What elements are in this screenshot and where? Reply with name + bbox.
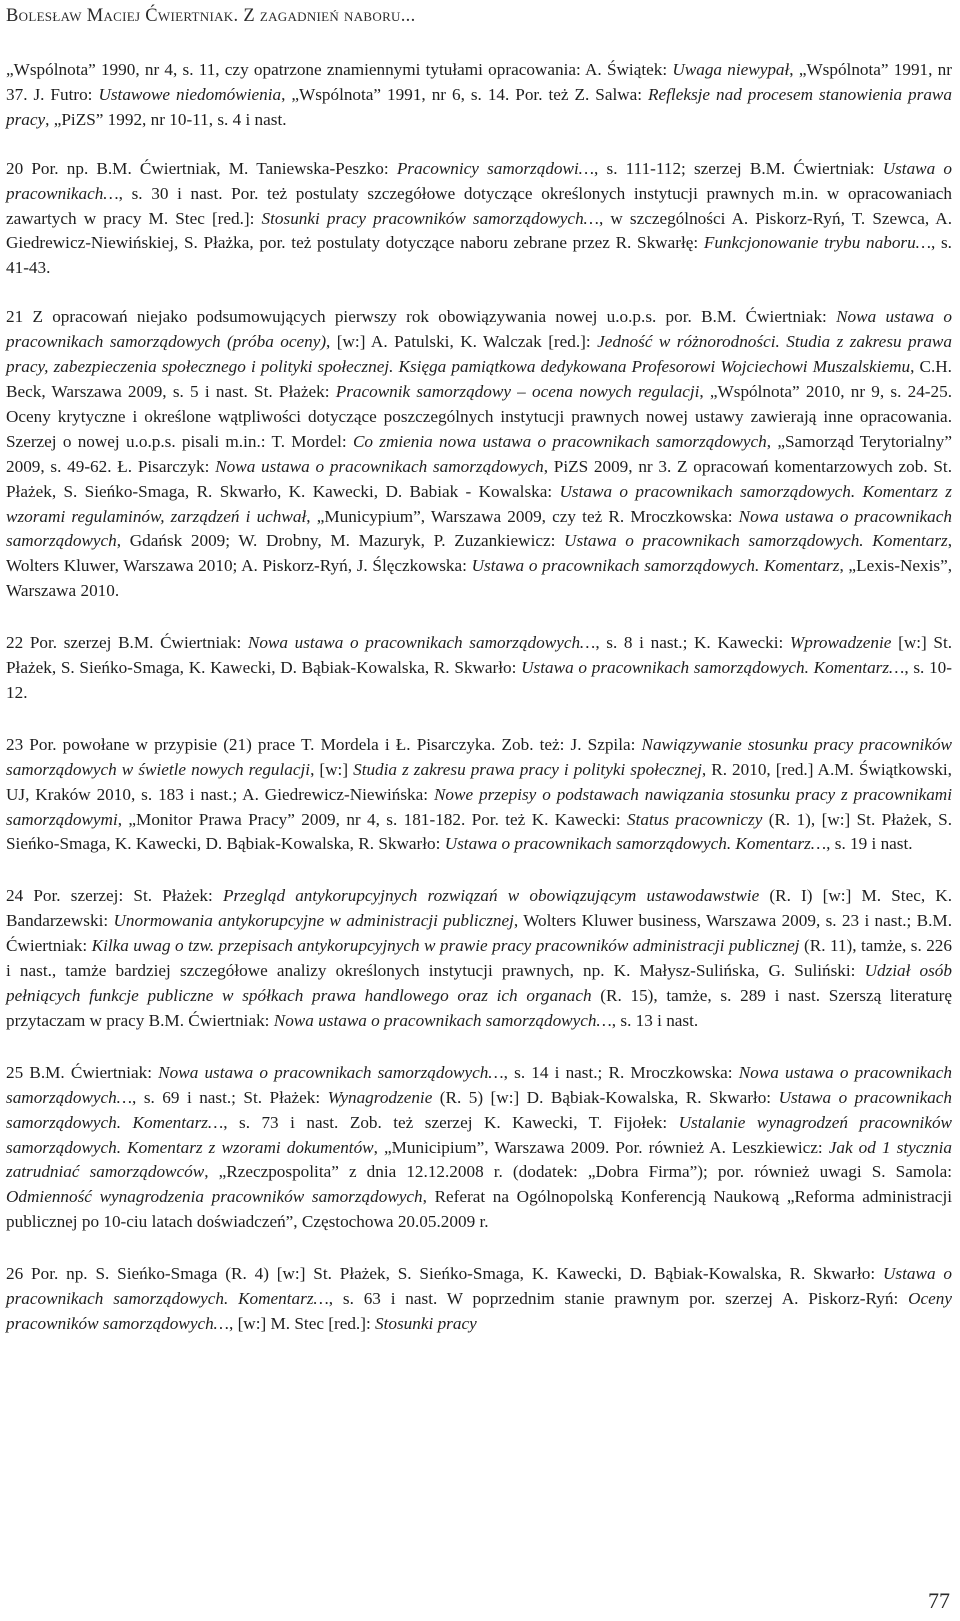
footnote-text: (R. I) [w:] M. Stec, K. Bandarzewski: — [6, 886, 952, 931]
footnote-25 — [6, 1061, 952, 1235]
footnote-text: Por. powołane w przypisie (21) prace T. Mordela i Ł. Pisarczyka. Zob. też: J. Szpila: — [23, 734, 642, 754]
footnote-text: , s. 10-12. — [6, 658, 952, 702]
footnote-text: , s. 14 i nast.; R. Mroczkowska: — [503, 1062, 739, 1082]
footnote-text: , s. 19 i nast. — [826, 834, 913, 854]
footnote-text: , „Samorząd Terytorialny” 2009, s. 49-62. Ł. Pisarczyk: — [6, 431, 952, 476]
footnote-text: Z opracowań niejako podsumowujących pierwszy rok obowiązywania nowej u.o.p.s. por. B.M. Ćwiertniak: — [23, 307, 837, 327]
footnote-text: „Wspólnota” 1990, nr 4, s. 11, czy opatrzone znamiennymi tytułami opracowania: A. Świątek: — [6, 60, 673, 79]
footnote-22 — [6, 631, 952, 706]
footnote-text: , [w:] A. Patulski, K. Walczak [red.]: — [326, 332, 598, 352]
footnote-text: , C.H. Beck, Warszawa 2009, s. 5 i nast. St. Płażek: — [6, 357, 952, 401]
cited-title: Ustawa o pracownikach samorządowych. Komentarz… — [521, 658, 905, 678]
cited-title: Stosunki pracy — [375, 1313, 477, 1333]
cited-title: Nowa ustawa o pracownikach samorządowych… — [158, 1062, 504, 1082]
footnote-text: , „PiZS” 1992, nr 10-11, s. 4 i nast. — [45, 109, 287, 129]
footnote-text: , „Rzeczpospolita” z dnia 12.12.2008 r. (dodatek: „Dobra Firma”); por. również uwagi S. Samola: — [204, 1162, 952, 1182]
cited-title: Nowa ustawa o pracownikach samorządowych… — [247, 633, 596, 653]
footnote-text: , s. 13 i nast. — [611, 1010, 699, 1030]
footnote-text: , Wolters Kluwer business, Warszawa 2009, s. 23 i nast.; B.M. Ćwiertniak: — [6, 911, 952, 956]
footnote-text: , [w:] — [310, 759, 354, 779]
footnote-text: , „Monitor Prawa Pracy” 2009, nr 4, s. 181-182. Por. też K. Kawecki: — [117, 809, 628, 829]
footnote-number: 24 — [6, 886, 24, 906]
footnote-text: , s. 111-112; szerzej B.M. Ćwiertniak: — [594, 158, 883, 178]
footnote-text: , s. 30 i nast. Por. też postulaty szczegółowe dotyczące określonych instytucji prawnych m.in. w opracowaniach zawartych w pracy M. Stec [red.]: — [6, 183, 952, 228]
footnotes — [6, 58, 952, 1337]
footnote-text: , „Municipium”, Warszawa 2009. Por. również A. Leszkiewicz: — [373, 1137, 829, 1157]
footnote-text: Por. np. B.M. Ćwiertniak, M. Taniewska-Peszko: — [23, 158, 397, 178]
cited-title: Wprowadzenie — [789, 633, 892, 653]
footnote-text: [w:] St. Płażek, S. Sieńko-Smaga, K. Kawecki, D. Bąbiak-Kowalska, R. Skwarło: — [6, 633, 953, 678]
footnote-number: 22 — [6, 633, 24, 653]
footnote-text: (R. 5) [w:] D. Bąbiak-Kowalska, R. Skwarło: — [432, 1087, 779, 1107]
cited-title: Udział osób pełniących funkcje publiczne w spółkach prawa handlowego oraz ich organach — [6, 961, 952, 1005]
footnote-20 — [6, 157, 952, 282]
footnote-text: , „Wspólnota” 1991, nr 37. J. Futro: — [6, 60, 952, 104]
footnote-number: 26 — [6, 1264, 24, 1284]
cited-title: Nowa ustawa o pracownikach samorządowych (próba oceny) — [6, 307, 953, 352]
footnote-text: , [w:] M. Stec [red.]: — [228, 1313, 376, 1333]
cited-title: Stosunki pracy pracowników samorządowych… — [261, 208, 599, 228]
footnote-24 — [6, 884, 952, 1033]
cited-title: Studia z zakresu prawa pracy i polityki społecznej — [353, 759, 702, 779]
cited-title: Funkcjonowanie trybu naboru… — [703, 233, 931, 253]
cited-title: Jak od 1 stycznia zatrudniać samorządowców — [6, 1137, 953, 1182]
footnote-text: , PiZS 2009, nr 3. Z opracowań komentarzowych zob. St. Płażek, S. Sieńko-Smaga, R. Skwarło, K. Kawecki, D. Babiak - Kowalska: — [6, 456, 952, 501]
cited-title: Status pracowniczy — [627, 809, 763, 829]
footnote-text: , „Municypium”, Warszawa 2009, czy też R. Mroczkowska: — [306, 506, 739, 526]
cited-title: Oceny pracowników samorządowych… — [6, 1289, 952, 1333]
cited-title: Nawiązywanie stosunku pracy pracowników samorządowych w świetle nowych regulacji — [6, 734, 952, 779]
cited-title: Ustalanie wynagrodzeń pracowników samorządowych. Komentarz z wzorami dokumentów — [6, 1112, 953, 1157]
cited-title: Nowa ustawa o pracownikach samorządowych — [6, 506, 952, 551]
footnote-text: , Wolters Kluwer, Warszawa 2010; A. Piskorz-Ryń, J. Ślęczkowska: — [6, 531, 952, 576]
footnote-text: , w szczególności A. Piskorz-Ryń, T. Szewca, A. Giedrewicz-Niewińskiej, S. Płażka, por. też postulaty dotyczące naboru zebrane przez R. Skwarłę: — [6, 208, 952, 253]
footnote-text: Por. szerzej: St. Płażek: — [23, 886, 223, 906]
footnote-text: , s. 41-43. — [6, 233, 952, 278]
cited-title: Unormowania antykorupcyjne w administracji publicznej — [113, 911, 514, 931]
footnote-text: , s. 73 i nast. Zob. też szerzej K. Kawecki, T. Fijołek: — [223, 1112, 679, 1132]
footnote-text: , R. 2010, [red.] A.M. Świątkowski, UJ, Kraków 2010, s. 183 i nast.; A. Giedrewicz-Niewińska: — [6, 759, 952, 804]
footnote-text: , „Wspólnota” 2010, nr 9, s. 24-25. Oceny krytyczne i określone wątpliwości dotyczące poszczególnych instytucji prawnych nowej ustawy zawierają inne opracowania. Szerzej o nowej u.o.p.s. pisali m.in.: T. Mordel: — [6, 381, 953, 451]
cited-title: Pracownicy samorządowi… — [396, 158, 595, 178]
footnote-text: , „Lexis-Nexis”, Warszawa 2010. — [6, 556, 952, 601]
cited-title: Ustawa o pracownikach samorządowych. Komentarz… — [6, 1264, 952, 1309]
footnote-number: 23 — [6, 734, 24, 754]
cited-title: Ustawa o pracownikach samorządowych. Komentarz… — [6, 1087, 953, 1132]
footnote-text: , s. 8 i nast.; K. Kawecki: — [595, 633, 790, 653]
cited-title: Refleksje nad procesem stanowienia prawa pracy — [6, 84, 952, 129]
cited-title: Przegląd antykorupcyjnych rozwiązań w obowiązującym ustawodawstwie — [222, 886, 760, 906]
footnote-text: , s. 63 i nast. W poprzednim stanie prawnym por. szerzej A. Piskorz-Ryń: — [328, 1289, 909, 1309]
footnote-19-continuation — [6, 58, 952, 133]
footnote-23 — [6, 733, 952, 858]
footnote-text: B.M. Ćwiertniak: — [23, 1062, 159, 1082]
footnote-text: Por. szerzej B.M. Ćwiertniak: — [23, 633, 248, 653]
footnote-number: 20 — [6, 158, 24, 178]
footnote-text: , „Wspólnota” 1991, nr 6, s. 14. Por. też Z. Salwa: — [281, 84, 649, 104]
cited-title: Ustawa o pracownikach samorządowych. Komentarz z wzorami regulaminów, zarządzeń i uchwał — [6, 481, 952, 526]
cited-title: Nowa ustawa o pracownikach samorządowych… — [273, 1010, 612, 1030]
cited-title: Kilka uwag o tzw. przepisach antykorupcyjnych w prawie pracy pracowników administracji publicznej — [91, 936, 800, 956]
cited-title: Odmienność wynagrodzenia pracowników samorządowych — [6, 1187, 423, 1207]
cited-title: Pracownik samorządowy – ocena nowych regulacji — [335, 381, 700, 401]
footnote-text: Por. np. S. Sieńko-Smaga (R. 4) [w:] St. Płażek, S. Sieńko-Smaga, K. Kawecki, D. Bąbiak-Kowalska, R. Skwarło: — [23, 1264, 884, 1284]
cited-title: Jedność w różnorodności. Studia z zakresu prawa pracy, zabezpieczenia społecznego i polityki społecznej. Księga pamiątkowa dedykowana Profesorowi Wojciechowi Muszalskiemu — [6, 332, 952, 377]
cited-title: Ustawa o pracownikach samorządowych. Komentarz — [471, 556, 840, 576]
footnote-21 — [6, 305, 952, 604]
cited-title: Uwaga niewypał — [672, 60, 790, 79]
footnote-text: (R. 11), tamże, s. 226 i nast., tamże bardziej szczegółowe analizy określonych instytucji prawnych, np. K. Małysz-Sulińska, G. Suliński: — [6, 936, 952, 981]
cited-title: Co zmienia nowa ustawa o pracownikach samorządowych — [352, 431, 767, 451]
footnote-text: (R. 1), [w:] St. Płażek, S. Sieńko-Smaga, K. Kawecki, D. Bąbiak-Kowalska, R. Skwarło: — [6, 809, 952, 854]
footnote-text: , Gdańsk 2009; W. Drobny, M. Mazuryk, P. Zuzankiewicz: — [116, 531, 565, 551]
cited-title: Nowa ustawa o pracownikach samorządowych… — [6, 1062, 952, 1107]
page-number: 77 — [928, 1588, 950, 1613]
footnote-number: 25 — [6, 1062, 24, 1082]
footnote-number: 21 — [6, 307, 24, 327]
cited-title: Nowa ustawa o pracownikach samorządowych — [215, 456, 544, 476]
cited-title: Ustawa o pracownikach… — [6, 158, 952, 203]
running-header: Bolesław Maciej Ćwiertniak. Z zagadnień naboru... — [6, 6, 416, 26]
footnote-26 — [6, 1262, 952, 1337]
cited-title: Nowe przepisy o podstawach nawiązania stosunku pracy z pracownikami samorządowymi — [6, 784, 952, 829]
cited-title: Wynagrodzenie — [327, 1087, 433, 1107]
cited-title: Ustawa o pracownikach samorządowych. Komentarz — [564, 531, 948, 551]
cited-title: Ustawowe niedomówienia — [98, 84, 282, 104]
footnote-text: , Referat na Ogólnopolską Konferencją Naukową „Reforma administracji publicznej po 10-ciu latach doświadczeń”, Częstochowa 20.05.2009 r. — [6, 1187, 952, 1232]
footnote-text: , s. 69 i nast.; St. Płażek: — [132, 1087, 328, 1107]
footnote-text: (R. 15), tamże, s. 289 i nast. Szerszą literaturę przytaczam w pracy B.M. Ćwiertniak: — [6, 986, 952, 1030]
cited-title: Ustawa o pracownikach samorządowych. Komentarz… — [444, 834, 827, 854]
